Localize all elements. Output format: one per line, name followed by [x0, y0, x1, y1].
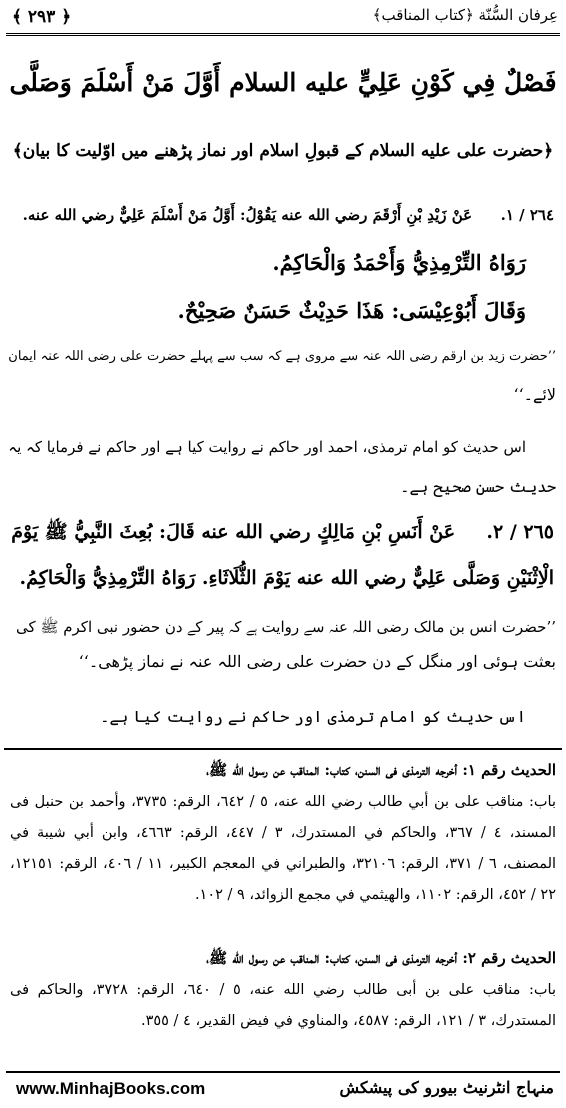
- hadith-264-text: عَنْ زَيْدِ بْنِ أَرْقَمَ رضي الله عنه يَقُوْلُ: أَوَّلُ مَنْ أَسْلَمَ عَلِيٌّ رضي الله عنه.: [22, 206, 473, 224]
- footer-divider: [6, 1071, 560, 1073]
- hadith-264-note: اس حدیث کو امام ترمذی، احمد اور حاکم نے روایت کیا ہے اور حاکم نے فرمایا کہ یہ: [8, 438, 526, 456]
- section-heading: ﴿حضرت علی عليه السلام کے قبولِ اسلام اور نماز پڑھنے میں اوّلیت کا بیان﴾: [12, 141, 554, 161]
- chapter-title: فَصْلٌ فِي كَوْنِ عَلِيٍّ عليه السلام أَوَّلَ مَنْ أَسْلَمَ وَصَلَّى: [9, 68, 557, 97]
- hadith-264-note-end: حدیث حسن صحیح ہے۔: [400, 477, 556, 496]
- header-divider: [6, 33, 560, 36]
- hadith-264-grading: وَقَالَ أَبُوْعِيْسَى: هَذَا حَدِيْثٌ حَسَنٌ صَحِيْحٌ.: [177, 298, 526, 323]
- footnote-2-head: الحديث رقم ٢: أخرجه الترمذی فی السنن، كتاب: المناقب عن رسول الله ﷺ،: [206, 949, 556, 967]
- hadith-264-translation: ’’حضرت زید بن ارقم رضی اللہ عنہ سے مروی ہے کہ سب سے پہلے حضرت علی رضی اللہ عنہ ایمان: [8, 349, 556, 364]
- footnote-2-body: باب: مناقب على بن أبى طالب رضي الله عنه، ٥ / ٦٤٠، الرقم: ٣٧٢٨، والحاكم فى المستدرك، ٣ / ١٢١، الرقم: ٤٥٨٧، والمناوي في فيض القدير، ٤ / ٣٥٥.: [10, 982, 556, 1029]
- hadith-264-narrators: رَوَاهُ التِّرْمِذِيُّ وَأَحْمَدُ وَالْحَاكِمُ.: [272, 250, 526, 275]
- book-title: عِرفان السُّنّة ﴿كتاب المناقب﴾: [372, 6, 558, 24]
- publisher-credit: منہاج انٹرنیٹ بیورو کی پیشکش: [339, 1078, 554, 1097]
- hadith-265-number: ٢٦٥ / ٢.: [486, 521, 554, 543]
- website-link[interactable]: www.MinhajBooks.com: [16, 1079, 206, 1098]
- hadith-264-translation-end: لائے۔‘‘: [513, 385, 556, 404]
- hadith-265-translation-end: بعثت ہوئی اور منگل کے دن حضرت علی رضی اللہ عنہ نے نماز پڑھی۔‘‘: [78, 652, 556, 671]
- hadith-265-translation: ’’حضرت انس بن مالک رضی اللہ عنہ سے روایت ہے کہ پیر کے دن حضور نبی اکرم ﷺ کی: [15, 618, 556, 636]
- hadith-265-text: عَنْ أَنَسِ بْنِ مَالِكٍ رضي الله عنه قَالَ: بُعِثَ النَّبِيُّ ﷺ يَوْمَ: [11, 521, 456, 543]
- footnote-1-head: الحديث رقم ١: أخرجه الترمذی فی السنن، كتاب: المناقب عن رسول الله ﷺ،: [206, 761, 556, 779]
- hadith-265-line: [8, 512, 554, 552]
- hadith-264-line: [8, 195, 554, 235]
- footnote-1-body: باب: مناقب على بن أبي طالب رضي الله عنه، ٥ / ٦٤٢، الرقم: ٣٧٣٥، وأحمد بن حنبل فی المسند، ٤ / ٣٦٧، والحاكم في المستدرك، ٣ / ٤٤٧، الرقم: ٤٦٦٣، وابن أبي شيبة في المصنف، ٦ / ٣٧١، الرقم: ٣٢١٠٦، والطبراني في المعجم الكبير، ١١ / ٤٠٦، الرقم: ١٢١٥١، ٢٢ / ٤٥٢، الرقم: ١١٠٢، والهيثمي في مجمع الزوائد، ٩ / ١٠٢.: [10, 794, 557, 903]
- hadith-265-note: اس حدیث کو امام ترمذی اور حاکم نے روایت کیا ہے۔: [100, 707, 526, 726]
- hadith-265-text-cont: الْاِثْنَيْنِ وَصَلَّى عَلِيٌّ رضي الله عنه يَوْمَ الثُّلَاثَاءِ. رَوَاهُ التِّرْمِذِيُّ وَالْحَاكِمُ.: [19, 567, 554, 589]
- footnote-divider: [4, 748, 562, 750]
- page-number: ﴾ ٢٩٣ ﴿: [12, 7, 72, 27]
- hadith-264-number: ٢٦٤ / ١.: [500, 206, 554, 224]
